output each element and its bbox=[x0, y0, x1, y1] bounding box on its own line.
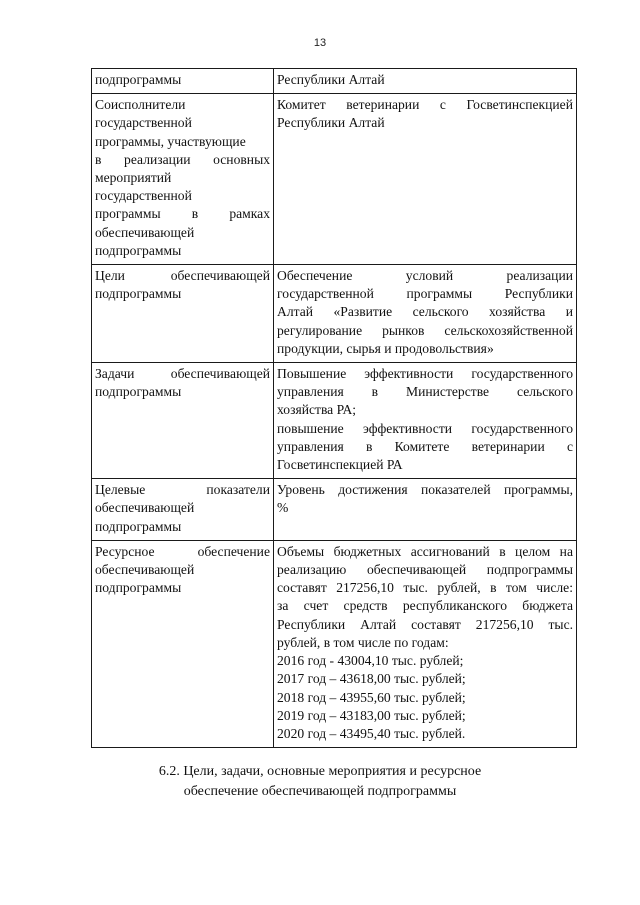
row-value-text: Объемы бюджетных ассигнований в целом на bbox=[277, 543, 573, 559]
row-label-text: программы в рамках bbox=[95, 206, 270, 222]
table-row bbox=[92, 265, 577, 363]
row-value-text: за счет средств республиканского бюджета bbox=[277, 598, 573, 614]
row-value-text: управления в Комитете ветеринарии с bbox=[277, 438, 573, 454]
row-value-text: % bbox=[277, 500, 289, 516]
table-row bbox=[92, 540, 577, 747]
table-row bbox=[92, 69, 577, 94]
row-value-text: Республики Алтай составят 217256,10 тыс. bbox=[277, 616, 573, 632]
row-value-text: Комитет ветеринарии с Госветинспекцией bbox=[277, 97, 573, 113]
row-label-text: обеспечивающей bbox=[95, 500, 195, 516]
table-row bbox=[92, 94, 577, 265]
row-label-text: государственной bbox=[95, 188, 192, 204]
row-value-text: составят 217256,10 тыс. рублей, в том числе: bbox=[277, 580, 573, 596]
row-label-text: программы, участвующие bbox=[95, 133, 246, 149]
section-heading bbox=[0, 762, 640, 802]
row-value-text: Госветинспекцией РА bbox=[277, 457, 403, 473]
row-label-cell bbox=[92, 479, 274, 541]
row-value-text: хозяйства РА; bbox=[277, 402, 357, 418]
section-heading-line: обеспечение обеспечивающей подпрограммы bbox=[183, 784, 457, 799]
row-label-text: Целевые показатели bbox=[95, 482, 270, 498]
row-value-cell bbox=[274, 540, 577, 747]
section-heading-line: 6.2. Цели, задачи, основные мероприятия и ресурсное bbox=[158, 764, 482, 779]
row-value-text: 2018 год – 43955,60 тыс. рублей; bbox=[277, 689, 466, 705]
row-value-text: 2019 год – 43183,00 тыс. рублей; bbox=[277, 707, 466, 723]
row-value-text: Повышение эффективности государственного bbox=[277, 366, 573, 382]
row-value-text: 2020 год – 43495,40 тыс. рублей. bbox=[277, 725, 466, 741]
row-label-text: Соисполнители bbox=[95, 97, 186, 113]
row-value-cell bbox=[274, 94, 577, 265]
row-label-cell bbox=[92, 69, 274, 94]
row-value-text: Алтай «Развитие сельского хозяйства и bbox=[277, 304, 573, 320]
row-value-text: реализацию обеспечивающей подпрограммы bbox=[277, 562, 573, 578]
row-value-cell bbox=[274, 479, 577, 541]
row-value-text: Республики Алтай bbox=[277, 72, 385, 87]
row-label-text: обеспечивающей bbox=[95, 224, 195, 240]
table-row bbox=[92, 363, 577, 479]
row-label-cell bbox=[92, 94, 274, 265]
row-label-text: подпрограммы bbox=[95, 72, 182, 87]
table-row bbox=[92, 479, 577, 541]
row-value-text: рублей, в том числе по годам: bbox=[277, 634, 449, 650]
row-value-text: повышение эффективности государственного bbox=[277, 420, 573, 436]
row-value-text: Уровень достижения показателей программы, bbox=[277, 482, 573, 498]
row-label-text: обеспечивающей bbox=[95, 562, 195, 578]
row-value-text: 2017 год – 43618,00 тыс. рублей; bbox=[277, 671, 466, 687]
row-label-text: в реализации основных bbox=[95, 151, 270, 167]
row-label-text: подпрограммы bbox=[95, 286, 182, 302]
row-value-cell bbox=[274, 363, 577, 479]
row-label-text: Задачи обеспечивающей bbox=[95, 366, 270, 382]
row-label-text: Ресурсное обеспечение bbox=[95, 543, 270, 559]
row-label-text: государственной bbox=[95, 115, 192, 131]
row-value-cell bbox=[274, 69, 577, 94]
row-label-text: подпрограммы bbox=[95, 384, 182, 400]
subprogram-passport-table bbox=[91, 68, 577, 748]
row-value-text: государственной программы Республики bbox=[277, 286, 573, 302]
page-number: 13 bbox=[313, 37, 327, 49]
row-label-text: Цели обеспечивающей bbox=[95, 268, 270, 284]
row-label-cell bbox=[92, 265, 274, 363]
row-value-text: управления в Министерстве сельского bbox=[277, 384, 573, 400]
row-value-text: Обеспечение условий реализации bbox=[277, 268, 573, 284]
row-label-text: подпрограммы bbox=[95, 242, 182, 258]
row-label-text: подпрограммы bbox=[95, 580, 182, 596]
row-label-text: мероприятий bbox=[95, 170, 172, 186]
row-label-cell bbox=[92, 363, 274, 479]
row-value-text: Республики Алтай bbox=[277, 115, 385, 131]
row-label-text: подпрограммы bbox=[95, 518, 182, 534]
row-value-text: продукции, сырья и продовольствия» bbox=[277, 340, 494, 356]
row-value-cell bbox=[274, 265, 577, 363]
row-label-cell bbox=[92, 540, 274, 747]
row-value-text: регулирование рынков сельскохозяйственной bbox=[277, 322, 573, 338]
row-value-text: 2016 год - 43004,10 тыс. рублей; bbox=[277, 653, 464, 669]
